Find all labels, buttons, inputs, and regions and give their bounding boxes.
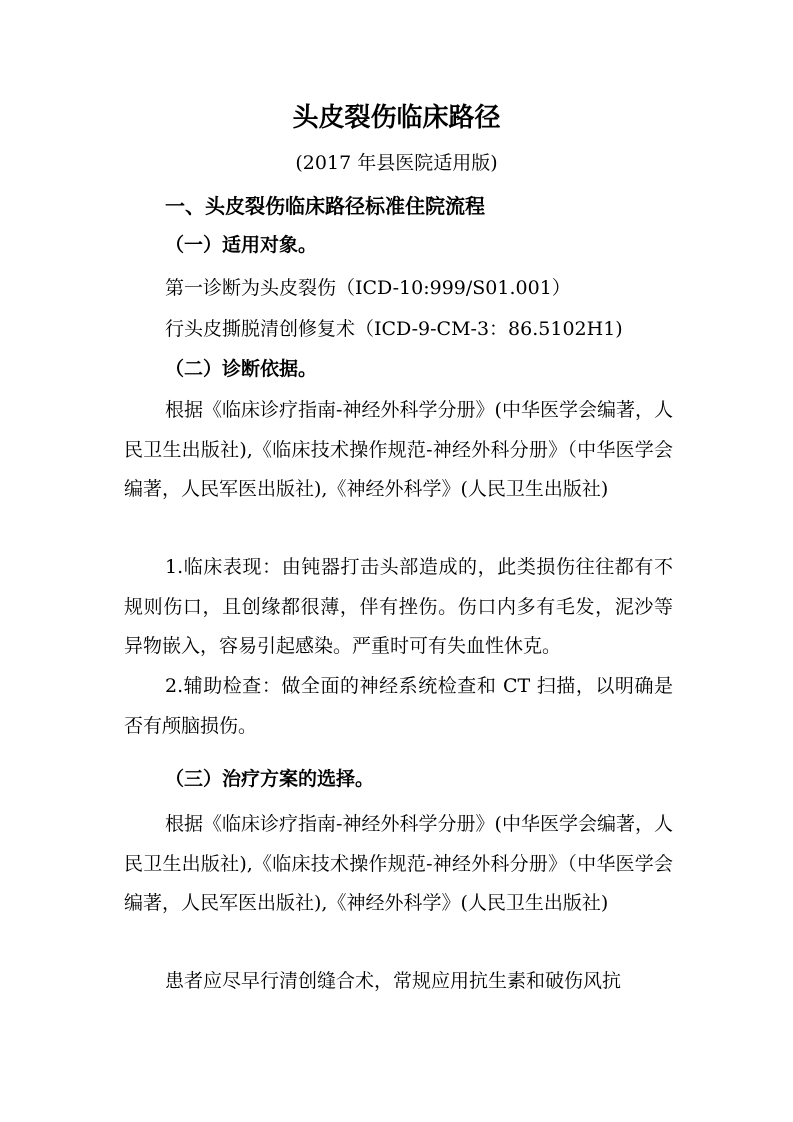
clinical-manifestation-paragraph: 1.临床表现：由钝器打击头部造成的，此类损伤往往都有不规则伤口，且创缘都很薄，伴有挫伤。伤口内多有毛发，泥沙等异物嵌入，容易引起感染。严重时可有失血性休克。 <box>124 556 673 657</box>
document-subtitle: (2017 年县医院适用版) <box>295 152 498 174</box>
subsection-3-heading: （三）治疗方案的选择。 <box>165 768 375 790</box>
treatment-paragraph: 患者应尽早行清创缝合术，常规应用抗生素和破伤风抗 <box>165 970 622 992</box>
diagnosis-line: 第一诊断为头皮裂伤（ICD-10:999/S01.001） <box>165 277 571 299</box>
procedure-line: 行头皮撕脱清创修复术（ICD-9-CM-3：86.5102H1) <box>165 318 623 340</box>
subsection-1-heading: （一）适用对象。 <box>165 234 318 256</box>
section-1-heading: 一、头皮裂伤临床路径标准住院流程 <box>165 194 485 218</box>
auxiliary-exam-paragraph: 2.辅助检查：做全面的神经系统检查和 CT 扫描，以明确是否有颅脑损伤。 <box>124 675 673 737</box>
treatment-basis-paragraph: 根据《临床诊疗指南-神经外科学分册》(中华医学会编著，人民卫生出版社),《临床技术操作规范-神经外科分册》（中华医学会编著，人民军医出版社),《神经外科学》(人民卫生出版社) <box>124 813 673 914</box>
document-title: 头皮裂伤临床路径 <box>292 103 501 133</box>
diagnosis-basis-paragraph: 根据《临床诊疗指南-神经外科学分册》(中华医学会编著，人民卫生出版社),《临床技术操作规范-神经外科分册》（中华医学会编著，人民军医出版社),《神经外科学》(人民卫生出版社) <box>124 399 673 500</box>
subsection-2-heading: （二）诊断依据。 <box>165 358 318 380</box>
